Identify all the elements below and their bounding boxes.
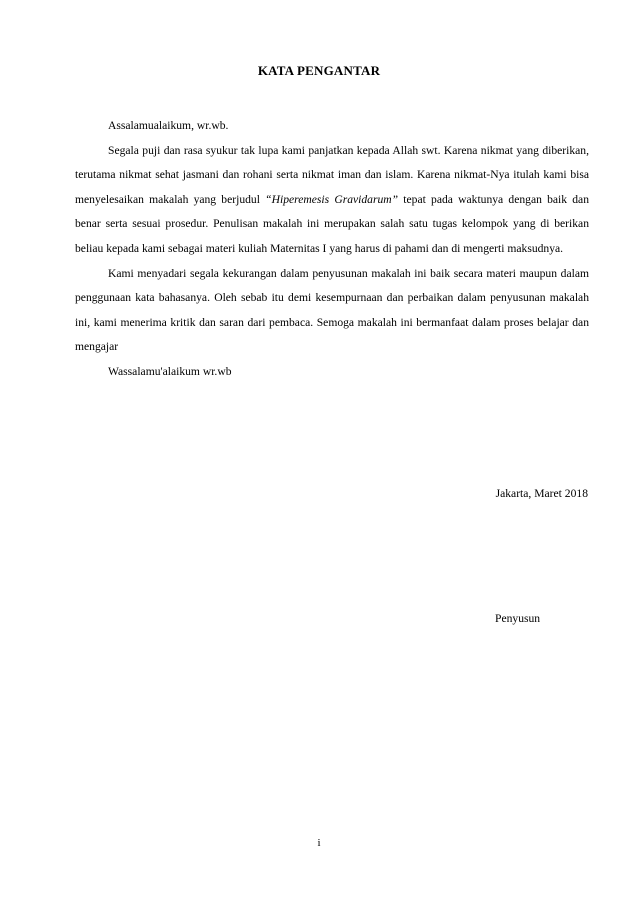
paper-title-italic: “Hiperemesis Gravidarum” — [265, 192, 399, 206]
author-signature-label: Penyusun — [495, 612, 541, 625]
place-date: Jakarta, Maret 2018 — [495, 487, 588, 500]
greeting: Assalamualaikum, wr.wb. — [108, 119, 229, 132]
page-number: i — [317, 837, 321, 849]
body-text — [75, 114, 589, 385]
paragraph-1 — [75, 139, 589, 262]
paragraph-2: Kami menyadari segala kekurangan dalam penyusunan makalah ini baik secara materi maupun dalam penggunaan kata bahasanya. Oleh sebab itu demi kesempurnaan dan perbaikan dalam penyusunan makalah ini, kami menerima kritik dan saran dari pembaca. Semoga makalah ini bermanfaat dalam proses belajar dan mengajar — [75, 266, 589, 354]
paragraph-1-text-a: Segala puji dan rasa syukur tak lupa kami panjatkan kepada Allah swt. Karena nikmat yang diberikan, terutama nikmat sehat jasmani dan rohani serta nikmat iman dan islam. Karena nikmat-Nya itulah kami bisa menyelesaikan makalah yang berjudul — [75, 143, 589, 206]
paragraph-1-text-b: tepat pada waktunya dengan baik dan benar serta sesuai prosedur. Penulisan makalah ini merupakan salah satu tugas kelompok yang di berikan beliau kepada kami sebagai materi kuliah Maternitas I yang harus di pahami dan di mengerti maksudnya. — [75, 192, 589, 255]
page-title: KATA PENGANTAR — [257, 63, 381, 78]
closing: Wassalamu'alaikum wr.wb — [108, 364, 232, 378]
